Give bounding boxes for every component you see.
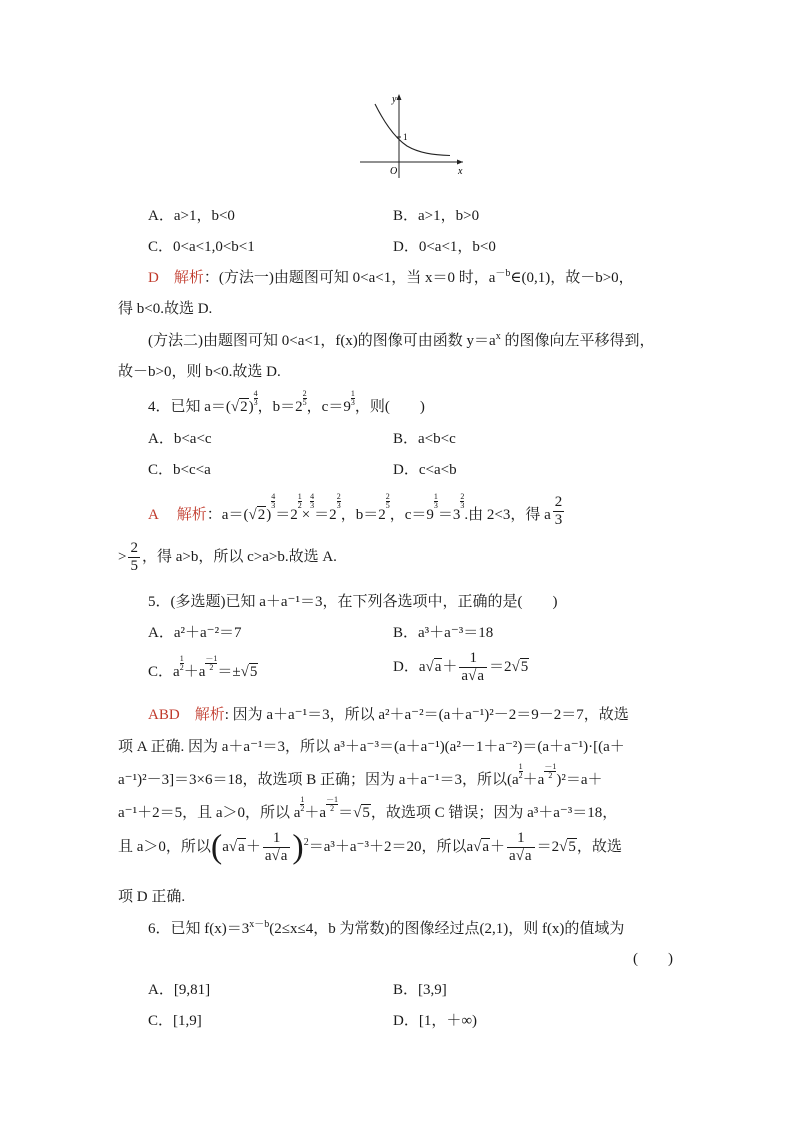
curve: [375, 104, 450, 156]
q6-stem-sup: x－b: [249, 919, 270, 930]
q6-stem: [148, 917, 624, 938]
q5-option-d-prefix: D．: [393, 658, 419, 675]
q6-option-d: D．[1，＋∞): [393, 1013, 478, 1029]
q6-option-c: C．[1,9]: [148, 1013, 202, 1029]
q3-answer-line3: [148, 329, 654, 350]
q3-option-d: D．0<a<1，b<0: [393, 239, 496, 255]
q4-stem-a: 4．已知 a＝(: [148, 399, 231, 415]
q4-stem-c: ): [248, 399, 254, 415]
q3-answer-line2: 得 b<0.故选 D.: [118, 301, 213, 317]
q4-stem-d: ，b＝2: [257, 399, 303, 415]
q4-option-b: B．a<b<c: [393, 431, 456, 447]
q5-answer-line6: 项 D 正确.: [118, 889, 186, 905]
q5-stem: 5．(多选题)已知 a＋a⁻¹＝3，在下列各选项中，正确的是( ): [148, 594, 558, 610]
q3-option-b: B．a>1，b>0: [393, 208, 480, 224]
q3-answer-label: 解析: [173, 270, 204, 286]
q4-stem-e: ，c＝9: [306, 399, 351, 415]
q4-answer-letter: A: [148, 506, 159, 523]
q5-answer-line3: a⁻¹)²－3]＝3×6＝18，故选项 B 正确；因为 a＋a⁻¹＝3，所以(a $\frac{1}{2}$ ＋a $\frac{-1}{2}$ )²＝a＋: [118, 762, 603, 788]
q4-option-a: A．b<a<c: [148, 431, 212, 447]
q5-answer-line2: 项 A 正确. 因为 a＋a⁻¹＝3，所以 a³＋a⁻³＝(a＋a⁻¹)(a²－1＋a⁻²)＝(a＋a⁻¹)·[(a＋: [118, 739, 625, 755]
origin-label: O: [390, 166, 398, 177]
q5-option-c: C．a $\frac{1}{2}$ ＋a $\frac{-1}{2}$ ＝±√5: [148, 654, 258, 680]
q5-option-d: D．a√a＋ $\frac{1}{a√a}$ ＝2√5: [393, 650, 529, 684]
q3-answer-text3b: 的图像向左平移得到，: [500, 333, 655, 349]
q5-answer-text5b: ＝a³＋a⁻³＋2＝20，所以: [308, 838, 467, 855]
q4-stem-sqrt: 2: [240, 399, 248, 415]
q5-answer-letter: ABD: [148, 707, 180, 723]
q5-answer-label: 解析: [194, 707, 225, 723]
q5-answer-text4d: ，故选项 C 错误；因为 a³＋a⁻³＝18，: [370, 805, 618, 821]
y-axis-label: y: [392, 94, 397, 105]
q4-option-c: C．b<c<a: [148, 462, 211, 478]
q6-paren: ( ): [633, 951, 673, 967]
q5-answer-text4c: ＝: [338, 805, 354, 821]
q5-answer-text3c: )²＝a＋: [556, 772, 603, 788]
q5-option-a: A．a²＋a⁻²＝7: [148, 625, 242, 641]
q5-option-b: B．a³＋a⁻³＝18: [393, 625, 494, 641]
q5-answer-text3: a⁻¹)²－3]＝3×6＝18，故选项 B 正确；因为 a＋a⁻¹＝3，所以(a: [118, 772, 519, 788]
q3-answer-text1: ：(方法一)由题图可知 0<a<1，当 x＝0 时，a: [203, 270, 496, 286]
q3-answer-text3a: (方法二)由题图可知 0<a<1，f(x)的图像可由函数 y＝a: [148, 333, 496, 349]
q5-answer-text3b: ＋a: [522, 772, 545, 788]
q6-stem-b: (2≤x≤4，b 为常数)的图像经过点(2,1)，则 f(x)的值域为: [269, 921, 625, 937]
q4-option-d: D．c<a<b: [393, 462, 457, 478]
q4-answer-label: 解析: [176, 506, 207, 523]
q4-answer-text2: ，得 a>b，所以 c>a>b.故选 A.: [141, 548, 337, 565]
q3-answer-sup2: x: [495, 331, 501, 342]
q3-answer-line1: [148, 266, 634, 287]
q5-answer-text1: : 因为 a＋a⁻¹＝3，所以 a²＋a⁻²＝(a＋a⁻¹)²－2＝9－2＝7，故选: [224, 707, 629, 723]
q5-answer-line1: [148, 703, 629, 724]
q5-answer-line4: a⁻¹＋2＝5，且 a＞0，所以 a $\frac{1}{2}$ ＋a $\frac{-1}{2}$ ＝√5，故选项 C 错误；因为 a³＋a⁻³＝18，: [118, 795, 618, 821]
q3-answer-line4: 故－b>0，则 b<0.故选 D.: [118, 364, 281, 380]
exponential-graph: [355, 90, 470, 180]
q4-stem-f: ，则( ): [354, 399, 425, 415]
q4-stem: 4．已知 a＝(√2) $\frac{4}{3}$ ，b＝2 $\frac{2}{5}$ ，c＝9 $\frac{1}{3}$ ，则( ): [148, 389, 425, 415]
q4-answer-line1: A 解析：a＝(√2) $\frac{4}{3}$ ＝2 $\frac{1}{2}$ × $\frac{4}{3}$ ＝2 $\frac{2}{3}$ ，b＝2 $\frac{2}{5}$ ，c＝9 $\frac{1}{3}$ ＝3 $\frac{2}{3}$ .由 2<3，得 a $\frac{2}{3}$: [148, 492, 563, 528]
one-label: 1: [403, 132, 408, 142]
q3-option-a: A．a>1，b<0: [148, 208, 235, 224]
q6-option-a: A．[9,81]: [148, 982, 211, 998]
q5-answer-text4a: a⁻¹＋2＝5，且 a＞0，所以 a: [118, 805, 301, 821]
q5-answer-line5: 且 a＞0，所以(a√a＋ $\frac{1}{a√a}$ )$^2$＝a³＋a⁻³＋2＝20，所以a√a＋ $\frac{1}{a√a}$ ＝2√5，故选: [118, 828, 622, 866]
q5-answer-text5d: ，故选: [576, 838, 622, 855]
q5-answer-text5c: ＝2: [536, 838, 560, 855]
q5-option-c-prefix: C．: [148, 664, 174, 680]
q6-stem-a: 6．已知 f(x)＝3: [148, 921, 250, 937]
q5-answer-text4b: ＋a: [304, 805, 327, 821]
q3-option-c: C．0<a<1,0<b<1: [148, 239, 255, 255]
q4-answer-line2: > $\frac{2}{5}$ ，得 a>b，所以 c>a>b.故选 A.: [118, 540, 337, 574]
q3-answer-letter: D: [148, 270, 159, 286]
x-axis-label: x: [458, 166, 463, 177]
q3-answer-sup: －b: [495, 268, 511, 279]
q5-answer-text5a: 且 a＞0，所以: [118, 838, 211, 855]
q3-answer-text1b: ∈(0,1)，故－b>0，: [510, 270, 634, 286]
q6-option-b: B．[3,9]: [393, 982, 447, 998]
